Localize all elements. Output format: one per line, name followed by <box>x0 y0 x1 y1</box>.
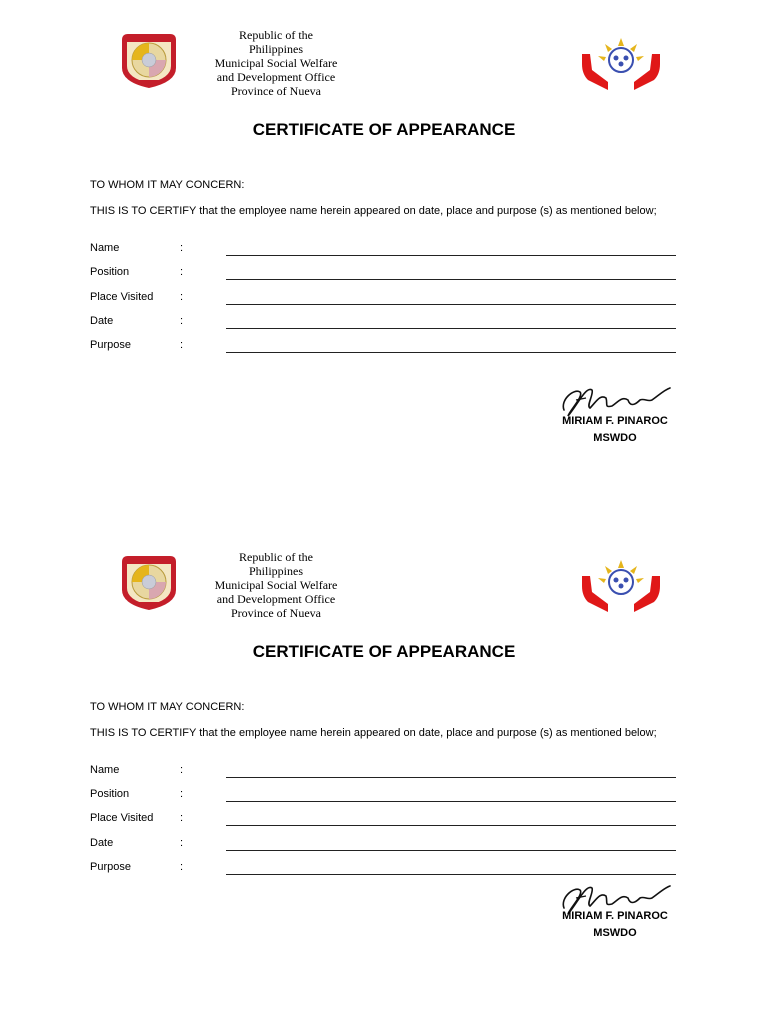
header-line-5: Province of Nueva <box>231 84 321 98</box>
certify-paragraph: THIS IS TO CERTIFY that the employee name herein appeared on date, place and purpose (s) as mentioned below; <box>90 727 657 739</box>
field-label: Purpose <box>90 861 131 873</box>
certificate-title: CERTIFICATE OF APPEARANCE <box>252 642 516 661</box>
certificate-top <box>0 0 768 500</box>
field-colon: : <box>180 812 184 824</box>
header-line-1: Republic of the <box>239 28 313 42</box>
field-colon: : <box>180 339 184 351</box>
field-date <box>90 315 680 333</box>
signatory-name: MIRIAM F. PINAROC <box>562 415 668 427</box>
dswd-hands-logo-icon <box>578 36 664 92</box>
header-line-4: and Development Office <box>216 592 336 606</box>
fill-in-line[interactable] <box>226 850 676 851</box>
field-label: Date <box>90 837 114 849</box>
fill-in-line[interactable] <box>226 255 676 256</box>
municipal-seal-icon <box>118 30 180 90</box>
header-line-4: and Development Office <box>216 70 336 84</box>
dswd-hands-logo-icon <box>578 558 664 614</box>
signatory-block <box>550 908 680 942</box>
field-position <box>90 788 680 806</box>
signatory-block <box>550 413 680 447</box>
header-line-3: Municipal Social Welfare <box>214 578 338 592</box>
field-label: Purpose <box>90 339 131 351</box>
certify-paragraph: THIS IS TO CERTIFY that the employee name herein appeared on date, place and purpose (s) as mentioned below; <box>90 205 657 217</box>
salutation: TO WHOM IT MAY CONCERN: <box>90 179 245 191</box>
field-name <box>90 764 680 782</box>
field-colon: : <box>180 266 184 278</box>
header-line-2: Philippines <box>248 42 303 56</box>
office-header <box>186 28 366 98</box>
field-label: Position <box>90 788 130 800</box>
field-colon: : <box>180 837 184 849</box>
office-header <box>186 550 366 620</box>
header-line-1: Republic of the <box>239 550 313 564</box>
fill-in-line[interactable] <box>226 825 676 826</box>
field-label: Place Visited <box>90 291 154 303</box>
fill-in-line[interactable] <box>226 874 676 875</box>
header-line-2: Philippines <box>248 564 303 578</box>
field-label: Date <box>90 315 114 327</box>
signatory-title: MSWDO <box>593 432 637 444</box>
field-colon: : <box>180 788 184 800</box>
fill-in-line[interactable] <box>226 279 676 280</box>
fill-in-line[interactable] <box>226 777 676 778</box>
field-date <box>90 837 680 855</box>
field-label: Place Visited <box>90 812 154 824</box>
header-line-3: Municipal Social Welfare <box>214 56 338 70</box>
signatory-title: MSWDO <box>593 927 637 939</box>
field-purpose <box>90 861 680 879</box>
field-position <box>90 266 680 284</box>
field-label: Name <box>90 764 120 776</box>
fill-in-line[interactable] <box>226 801 676 802</box>
field-name <box>90 242 680 260</box>
signatory-name: MIRIAM F. PINAROC <box>562 910 668 922</box>
field-colon: : <box>180 291 184 303</box>
field-place-visited <box>90 291 680 309</box>
header-line-5: Province of Nueva <box>231 606 321 620</box>
salutation: TO WHOM IT MAY CONCERN: <box>90 701 245 713</box>
field-label: Name <box>90 242 120 254</box>
field-colon: : <box>180 242 184 254</box>
certificate-bottom <box>0 522 768 1022</box>
fill-in-line[interactable] <box>226 352 676 353</box>
municipal-seal-icon <box>118 552 180 612</box>
field-purpose <box>90 339 680 357</box>
field-colon: : <box>180 764 184 776</box>
field-place-visited <box>90 812 680 830</box>
certificate-title: CERTIFICATE OF APPEARANCE <box>252 120 516 139</box>
fill-in-line[interactable] <box>226 304 676 305</box>
fill-in-line[interactable] <box>226 328 676 329</box>
field-colon: : <box>180 315 184 327</box>
field-colon: : <box>180 861 184 873</box>
field-label: Position <box>90 266 130 278</box>
